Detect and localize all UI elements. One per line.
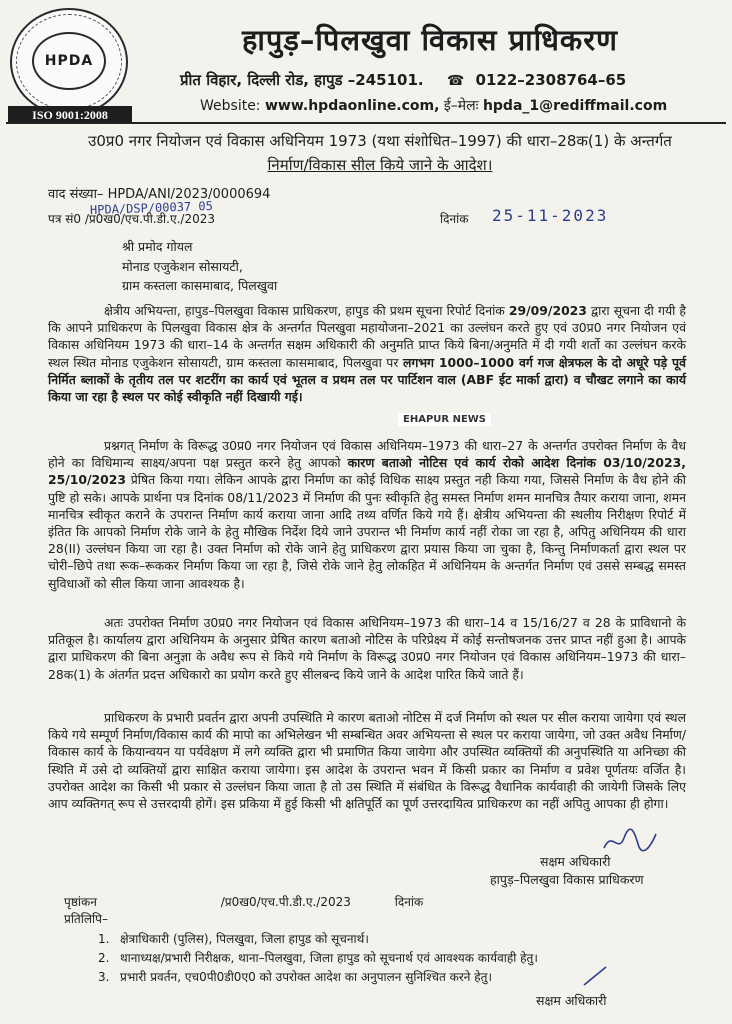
p2-notice-dates: कारण बताओ नोटिस एवं कार्य रोको आदेश दिनांक 03/10/2023, 25/10/2023 (48, 455, 686, 488)
organization-address (180, 70, 720, 90)
organization-contact (200, 96, 720, 115)
address-text: प्रीत विहार, दिल्ली रोड, हापुड –245101. (180, 71, 424, 89)
endorsement-date-label: दिनांक (394, 895, 424, 909)
addressee-line1: मोनाड एजुकेशन सोसायटी, (122, 259, 243, 274)
date-label: दिनांक (440, 212, 469, 226)
paragraph-2 (48, 437, 686, 592)
p1-part-1: क्षेत्रीय अभियन्ता, हापुड–पिलखुवा विकास प्राधिकरण, हापुड की प्रथम सूचना रिपोर्ट दिनांक (104, 303, 509, 318)
copy-item (98, 968, 492, 985)
addressee-name: श्री प्रमोद गोयल (122, 239, 193, 254)
endorsement-label: पृष्ठांकन (64, 895, 97, 909)
website-label: Website: (200, 98, 261, 114)
handwritten-date: 25-11-2023 (492, 206, 609, 225)
copy-item-text: थानाध्यक्ष/प्रभारी निरीक्षक, थाना–पिलखुवा, जिला हापुड को सूचनार्थ एवं आवश्यक कार्यवाही हेतु। (120, 951, 538, 965)
paragraph-4: प्राधिकरण के प्रभारी प्रवर्तन द्वारा अपनी उपस्थिति मे कारण बताओ नोटिस में दर्ज निर्माण को स्थल पर सील कराया जायेगा एवं स्थल किये गये सम्पूर्ण निर्माण/विकास कार्य की मापो का अभिलेखन भी सम्बन्धित अवर अभियन्ता से स्थल पर कराया जायेगा, जो उक्त अवैध निर्माण/विकास कार्य के कियान्वयन या पर्यवेक्षण में लगे व्यक्ति द्वारा भी प्रमाणित किया जायेगा और उपस्थित व्यक्तियों की अनुपस्थिति या अनिच्छा की स्थिति में उसे दो व्यक्तियों द्वारा साक्षित कराया जायेगा। इस आदेश के उपरान्त भवन में किसी प्रकार का निर्माण व प्रवेश पूर्णतयः वर्जित है। उपरोक्त आदेश का किसी भी प्रकार से उल्लंघन किया जाता है तो उस स्थिति में संबंधित के विरूद्ध वैधानिक कार्यवाही की जायेगी जिसके लिए आप व्यक्तिगत् रूप से उत्तरदायी होगें। इस प्रकिया में हुई किसी भी क्षतिपूर्ति का पूर्ण उत्तरदायित्व प्राधिकरण का नहीं अपितु आपका ही होगा। (48, 710, 686, 812)
telephone-icon: ☎ (446, 73, 465, 89)
order-title-text: निर्माण/विकास सील किये जाने के आदेश। (267, 156, 493, 174)
p2-part-2: प्रेषित किया गया। लेकिन आपके द्वारा निर्माण का कोई विधिक साक्ष्य प्रस्तुत नही किया गया, जिससे निर्माण के वैध होने की पुष्टि हो सके। आपके प्रार्थना पत्र दिनांक 08/11/2023 में निर्माण की पुनः स्वीकृति हेतु समस्त निर्माण शमन मानचित्र तैयार कराया जाना, शमन मानचित्र स्वीकृत कराने के उपरान्त निर्माण कार्य कराया जाना आदि तथ्य वर्णित किये गये हैं। क्षेत्रीय अभियन्ता की स्थलीय निरीक्षण रिपोर्ट में इंतित कि आपको निर्माण रोके जाने के हेतु मौखिक निर्देश दिये जाने उपरान्त भी निर्माण कार्य नहीं रोका जा रहा है, अपितु अधिनियम की धारा 28(II) उल्लंघन किया जा रहा है। उक्त निर्माण को रोके जाने हेतु प्राधिकरण द्वारा प्रयास किया जा चुका है, किन्तु निर्माणकर्ता द्वारा स्थल पर चोरी–छिपे तथा रूक–रूककर निर्माण किया जा रहा है, जिसे रोके जाने हेतु लोकहित में अधिनियम के अन्तर्गत निर्माण एवं उससे सम्बद्ध समस्त सुविधाओं को सील किया जाना आवश्यक है। (48, 472, 686, 591)
initials-scribble (580, 963, 610, 989)
p1-part-2: द्वारा सूचना दी गयी है कि आपने प्राधिकरण के पिलखुवा विकास क्षेत्र के अन्तर्गत पिलखुवा महायोजना–2021 का उल्लंघन करते हुए एवं उ0प्र0 नगर नियोजन एवं विकास अधिनियम 1973 की धारा–14 के अन्तर्गत सक्षम अधिकारी की अनुमति प्राप्त किये बिना/अनुमति में दी गयी शर्तो का उल्लंघन करके स्थल स्थित मोनाड एजुकेशन सोसायटी, ग्राम कस्तला कासमाबाद, पिलखुवा पर (48, 303, 686, 370)
news-watermark: EHAPUR NEWS (398, 413, 491, 426)
copy-item-number: 2. (98, 951, 110, 965)
copy-item-number: 1. (98, 932, 110, 946)
organization-name: हापुड़–पिलखुवा विकास प्राधिकरण (241, 23, 619, 57)
p1-date: 29/09/2023 (508, 303, 587, 318)
paragraph-1 (48, 302, 686, 405)
order-title-line1: उ0प्र0 नगर नियोजन एवं विकास अधिनियम 1973 (यथा संशोधित–1997) की धारा–28क(1) के अन्तर्गत (88, 132, 672, 150)
paragraph-3: अतः उपरोक्त निर्माण उ0प्र0 नगर नियोजन एवं विकास अधिनियम–1973 की धारा–14 व 15/16/27 व 28 के प्राविधानो के प्रतिकूल है। कार्यालय द्वारा अधिनियम के अनुसार प्रेषित कारण बताओ नोटिस के परिप्रेक्ष्य में कोई सन्तोषजनक उत्तर प्राप्त नहीं हुआ है। आपके द्वारा प्राधिकरण की बिना अनुज्ञा के अवैध रूप से किये गये निर्माण के विरूद्ध उ0प्र0 नगर नियोजन एवं विकास अधिनियम–1973 की धारा–28क(1) के अंतर्गत प्रदत्त अधिकारो का प्रयोग करते हुए सीलबन्द किये जाने के आदेश पारित किये जाते हैं। (48, 615, 686, 682)
copy-item-text: प्रभारी प्रवर्तन, एच0पी0डी0ए0 को उपरोक्त आदेश का अनुपालन सुनिश्चित करने हेतु। (120, 970, 492, 984)
copy-item (98, 930, 369, 947)
p2-part-1: प्रश्नगत् निर्माण के विरूद्ध उ0प्र0 नगर नियोजन एवं विकास अधिनियम–1973 की धारा–27 के अन्तर्गत उपरोक्त निर्माण के वैध होने का विधिमान्य साक्ष्य/अपना पक्ष प्रस्तुत करने हेतु आपको (48, 438, 686, 471)
iso-certification: ISO 9001:2008 (8, 106, 132, 124)
website-link[interactable]: www.hpdaonline.com, (264, 98, 440, 114)
email-label: ई–मेलः (443, 98, 479, 114)
addressee-line2: ग्राम कस्तला कासमाबाद, पिलखुवा (122, 278, 278, 293)
email-link[interactable]: hpda_1@rediffmail.com (482, 98, 668, 114)
signatory-title: सक्षम अधिकारी (540, 854, 611, 869)
hpda-logo (10, 8, 128, 116)
endorsement-signatory-title: सक्षम अधिकारी (536, 993, 607, 1008)
copy-item (98, 949, 538, 966)
copy-item-number: 3. (98, 970, 110, 984)
order-title-line2 (60, 155, 700, 175)
signatory-organization: हापुड़–पिलखुवा विकास प्राधिकरण (490, 872, 644, 887)
letter-number: पत्र सं0 /प्र0ख0/एच.पी.डी.ए./2023 (48, 212, 215, 226)
case-number: वाद संख्या– HPDA/ANI/2023/0000694 (48, 187, 271, 202)
phone-number: 0122–2308764–65 (475, 71, 627, 89)
signature-scribble (600, 826, 660, 856)
header-divider (6, 122, 726, 124)
endorsement-line (64, 893, 423, 910)
copy-to-label: प्रतिलिपि– (64, 912, 108, 926)
copy-item-text: क्षेत्राधिकारी (पुलिस), पिलखुवा, जिला हापुड को सूचनार्थ। (120, 932, 369, 946)
endorsement-number: /प्र0ख0/एच.पी.डी.ए./2023 (220, 895, 351, 909)
logo-text: HPDA (32, 32, 106, 90)
p1-construction-details: लगभग 1000–1000 वर्ग गज क्षेत्रफल के दो अधूरे पड़े पूर्व निर्मित ब्लाकों के तृतीय तल पर शटरींग का कार्य एवं भूतल व प्रथम तल पर पार्टिशन वाल (ABF ईट मार्का द्वारा) व चौखट लगाने का कार्य किया जा रहा है स्थल पर कोई स्वीकृति नहीं दिखायी गई। (48, 354, 686, 405)
handwritten-letter-number: HPDA/DSP/00037 05 (89, 198, 214, 218)
